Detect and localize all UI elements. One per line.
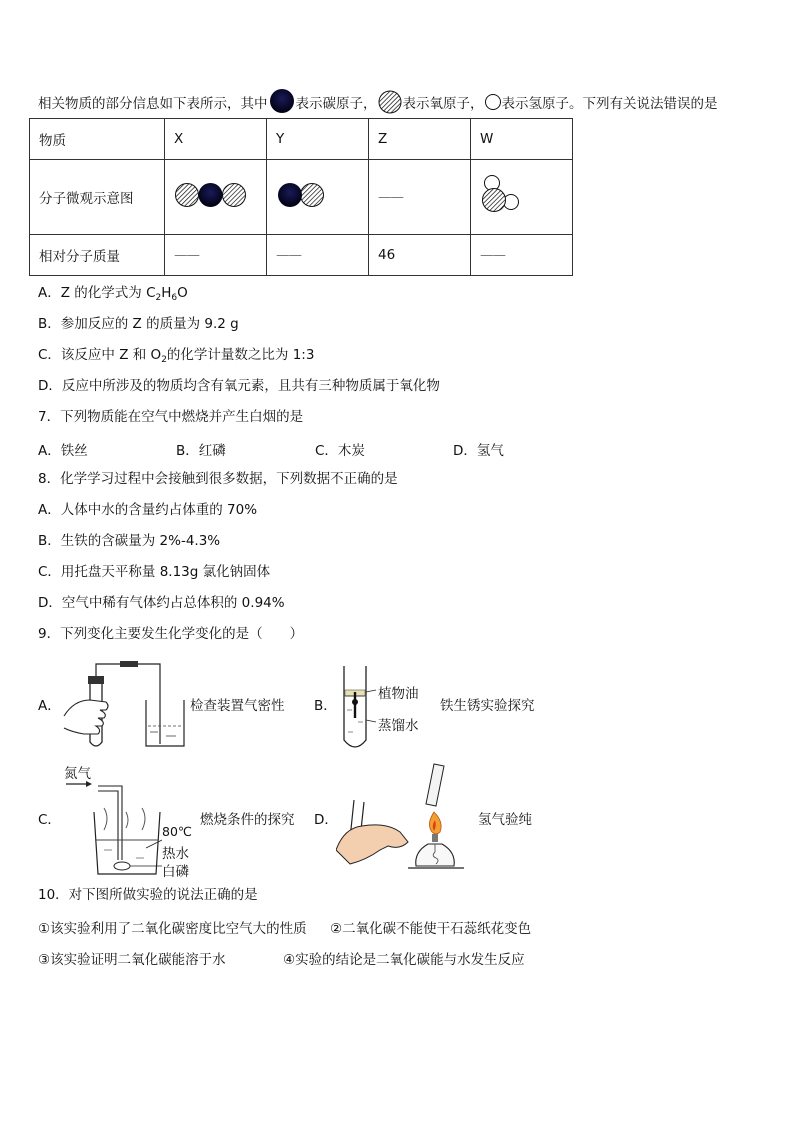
carbon-atom-icon	[268, 88, 296, 114]
q6-a-text1: A．Z 的化学式为 C	[38, 285, 156, 301]
q10-statement-4: ④实验的结论是二氧化碳能与水发生反应	[283, 952, 525, 968]
q9-c-gas-label: 氮气	[64, 766, 91, 782]
q9-b-letter: B．	[314, 698, 337, 714]
q9-c-temp-label: 80℃	[162, 824, 192, 839]
q10-stem: 10．对下图所做实验的说法正确的是	[38, 887, 258, 903]
mass-x: ——	[165, 235, 267, 276]
mass-z: 46	[369, 235, 471, 276]
substance-info-table	[29, 118, 573, 276]
header-y: Y	[267, 119, 369, 160]
iron-rust-test-tube-diagram	[338, 662, 378, 752]
q8-option-a: A．人体中水的含量约占体重的 70%	[38, 502, 258, 518]
q6-c-text1: C．该反应中 Z 和 O	[38, 347, 162, 363]
q9-c-phosphorus-label: 白磷	[162, 864, 189, 880]
q6-a-sub1: 2	[155, 293, 162, 303]
intro-part4: 表示氢原子。下列有关说法错误的是	[501, 96, 718, 112]
q9-a-caption: 检查装置气密性	[190, 698, 285, 714]
q8-stem: 8．化学学习过程中会接触到很多数据，下列数据不正确的是	[38, 471, 398, 487]
q6-c-sub: 2	[161, 355, 167, 365]
intro-part3: 表示氧原子，	[402, 96, 484, 112]
y-molecule-cell	[267, 160, 369, 235]
combustion-conditions-beaker-diagram	[64, 778, 164, 878]
q7-stem: 7．下列物质能在空气中燃烧并产生白烟的是	[38, 409, 304, 425]
intro-part1: 相关物质的部分信息如下表所示，其中	[38, 96, 268, 112]
intro-line	[38, 88, 718, 114]
header-z: Z	[369, 119, 471, 160]
w-molecule-diagram	[480, 170, 530, 220]
intro-part2: 表示碳原子，	[295, 96, 377, 112]
airtightness-apparatus-diagram	[62, 656, 190, 752]
mass-y: ——	[267, 235, 369, 276]
q6-option-c	[38, 346, 314, 369]
q6-a-sub2: 6	[171, 293, 178, 303]
q9-c-letter: C．	[38, 812, 61, 828]
q9-c-hotwater-label: 热水	[162, 846, 189, 862]
hydrogen-atom-icon	[484, 93, 502, 111]
q8-option-c: C．用托盘天平称量 8.13g 氯化钠固体	[38, 564, 271, 580]
z-model-cell	[369, 160, 471, 235]
hydrogen-purity-test-diagram	[336, 760, 472, 872]
w-molecule-cell	[471, 160, 573, 235]
q7-option-d: D．氢气	[453, 443, 504, 459]
header-w: W	[471, 119, 573, 160]
z-model-dash: ——	[378, 189, 403, 205]
q9-d-caption: 氢气验纯	[478, 812, 532, 828]
q7-option-c: C．木炭	[315, 443, 365, 459]
q6-option-d: D．反应中所涉及的物质均含有氧元素，且共有三种物质属于氧化物	[38, 378, 440, 394]
q9-b-oil-label: 植物油	[378, 686, 419, 702]
q10-statement-1: ①该实验利用了二氧化碳密度比空气大的性质	[38, 921, 307, 937]
header-substance: 物质	[30, 119, 165, 160]
header-x: X	[165, 119, 267, 160]
q9-stem: 9．下列变化主要发生化学变化的是（ ）	[38, 626, 304, 642]
q9-c-caption: 燃烧条件的探究	[200, 812, 295, 828]
x-molecule-diagram	[174, 180, 254, 210]
q6-option-b: B．参加反应的 Z 的质量为 9.2 g	[38, 316, 239, 332]
q8-option-d: D．空气中稀有气体约占总体积的 0.94%	[38, 595, 285, 611]
q6-c-text2: 的化学计量数之比为 1:3	[166, 347, 315, 363]
q9-a-letter: A．	[38, 698, 61, 714]
oxygen-atom-icon	[377, 90, 403, 114]
q9-b-caption: 铁生锈实验探究	[440, 698, 535, 714]
q6-a-text2: H	[161, 285, 172, 301]
y-molecule-diagram	[276, 180, 336, 210]
q8-option-b: B．生铁的含碳量为 2%-4.3%	[38, 533, 221, 549]
mass-w: ——	[471, 235, 573, 276]
q9-b-water-label: 蒸馏水	[378, 718, 419, 734]
q6-a-text3: O	[177, 285, 188, 301]
q6-option-a	[38, 284, 188, 307]
q7-option-b: B．红磷	[176, 443, 226, 459]
row-mass-label: 相对分子质量	[30, 235, 165, 276]
x-molecule-cell	[165, 160, 267, 235]
q10-statement-2: ②二氧化碳不能使干石蕊纸花变色	[330, 921, 532, 937]
q7-option-a: A．铁丝	[38, 443, 88, 459]
row-model-label: 分子微观示意图	[30, 160, 165, 235]
q10-statement-3: ③该实验证明二氧化碳能溶于水	[38, 952, 226, 968]
q9-d-letter: D．	[314, 812, 338, 828]
